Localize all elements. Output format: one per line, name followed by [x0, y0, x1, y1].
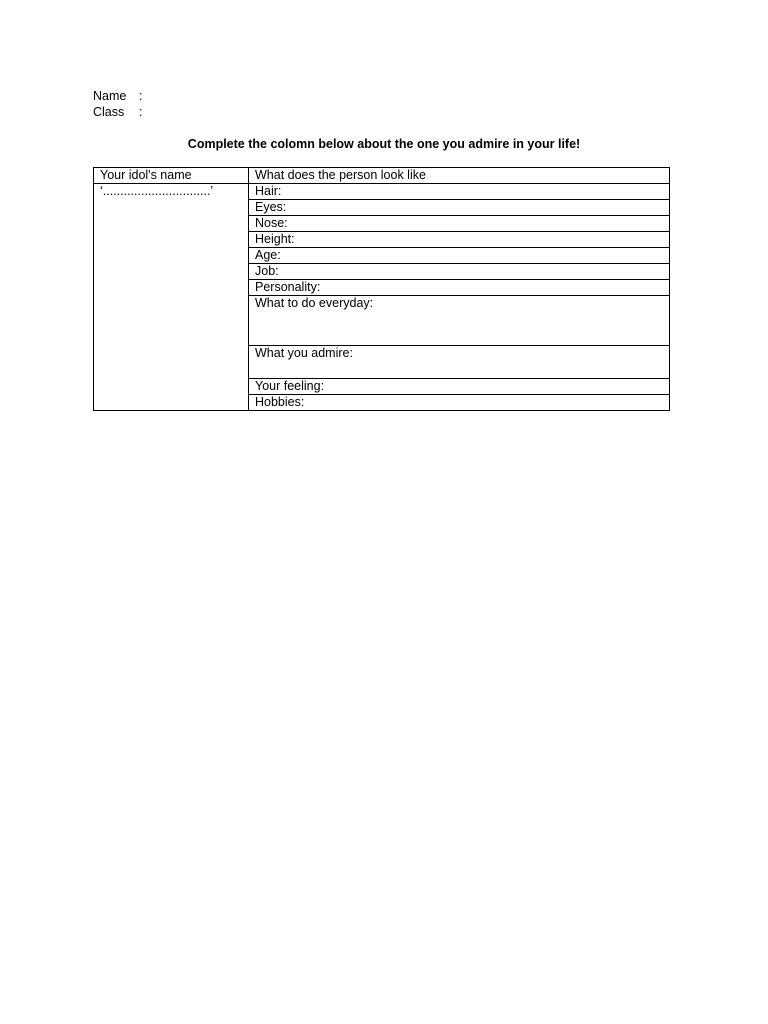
idol-name-cell[interactable]: ‘...............................’	[94, 184, 249, 411]
class-label: Class	[93, 105, 125, 119]
name-field	[93, 88, 142, 104]
class-field	[93, 104, 142, 120]
name-label: Name	[93, 89, 127, 103]
age-cell[interactable]: Age:	[249, 248, 670, 264]
name-separator: :	[139, 89, 143, 103]
hobbies-cell[interactable]: Hobbies:	[249, 395, 670, 411]
eyes-cell[interactable]: Eyes:	[249, 200, 670, 216]
appearance-header: What does the person look like	[249, 168, 670, 184]
hair-cell[interactable]: Hair:	[249, 184, 670, 200]
table-row	[94, 184, 670, 200]
idol-name-header: Your idol's name	[94, 168, 249, 184]
class-separator: :	[139, 105, 143, 119]
nose-cell[interactable]: Nose:	[249, 216, 670, 232]
idol-worksheet-table	[93, 167, 670, 411]
height-cell[interactable]: Height:	[249, 232, 670, 248]
instruction-text: Complete the colomn below about the one you admire in your life!	[187, 137, 581, 151]
admire-cell[interactable]: What you admire:	[249, 346, 670, 379]
job-cell[interactable]: Job:	[249, 264, 670, 280]
daily-activities-cell[interactable]: What to do everyday:	[249, 296, 670, 346]
personality-cell[interactable]: Personality:	[249, 280, 670, 296]
student-info	[93, 88, 142, 120]
table-row	[94, 168, 670, 184]
feeling-cell[interactable]: Your feeling:	[249, 379, 670, 395]
